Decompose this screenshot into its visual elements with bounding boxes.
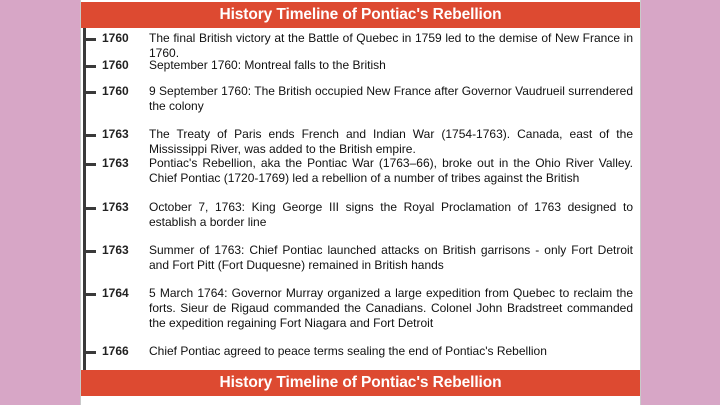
entry-year: 1760: [102, 84, 129, 98]
page-title: History Timeline of Pontiac's Rebellion: [81, 2, 640, 28]
entry-year: 1764: [102, 286, 129, 300]
entry-year: 1760: [102, 58, 129, 72]
entry-year: 1763: [102, 200, 129, 214]
entry-year: 1760: [102, 31, 129, 45]
timeline-tick: [84, 134, 96, 137]
entry-year: 1763: [102, 127, 129, 141]
entry-text: Chief Pontiac agreed to peace terms sealing the end of Pontiac's Rebellion: [149, 344, 547, 358]
timeline-tick: [84, 293, 96, 296]
entry-text: September 1760: Montreal falls to the British: [149, 58, 386, 72]
timeline-sheet: [80, 0, 641, 405]
timeline-tick: [84, 250, 96, 253]
entry-text: Pontiac's Rebellion, aka the Pontiac War (1763–66), broke out in the Ohio River Valley. Chief Pontiac (1720-1769) led a rebellion of a number of tribes against the British: [149, 156, 633, 185]
entry-text: 9 September 1760: The British occupied New France after Governor Vaudrueil surrendered the colony: [149, 84, 633, 113]
timeline-tick: [84, 65, 96, 68]
entry-year: 1763: [102, 156, 129, 170]
entry-text: 5 March 1764: Governor Murray organized a large expedition from Quebec to reclaim the forts. Sieur de Rigaud commanded the Canadians. Colonel John Bradstreet commanded the expedition regaining Fort Niagara and Fort Detroit: [149, 286, 633, 330]
entry-year: 1766: [102, 344, 129, 358]
entry-text: October 7, 1763: King George III signs the Royal Proclamation of 1763 designed to establish a border line: [149, 200, 633, 229]
timeline-tick: [84, 38, 96, 41]
footer-title: History Timeline of Pontiac's Rebellion: [81, 370, 640, 396]
entry-text: Summer of 1763: Chief Pontiac launched attacks on British garrisons - only Fort Detroit and Fort Pitt (Fort Duquesne) remained in British hands: [149, 243, 633, 272]
timeline-spine: [83, 28, 86, 370]
entry-text: The final British victory at the Battle of Quebec in 1759 led to the demise of New France in 1760.: [149, 31, 633, 60]
entry-year: 1763: [102, 243, 129, 257]
timeline-tick: [84, 351, 96, 354]
timeline-tick: [84, 163, 96, 166]
entry-text: The Treaty of Paris ends French and Indian War (1754-1763). Canada, east of the Mississippi River, was added to the British empire.: [149, 127, 633, 156]
timeline-tick: [84, 207, 96, 210]
timeline-tick: [84, 91, 96, 94]
